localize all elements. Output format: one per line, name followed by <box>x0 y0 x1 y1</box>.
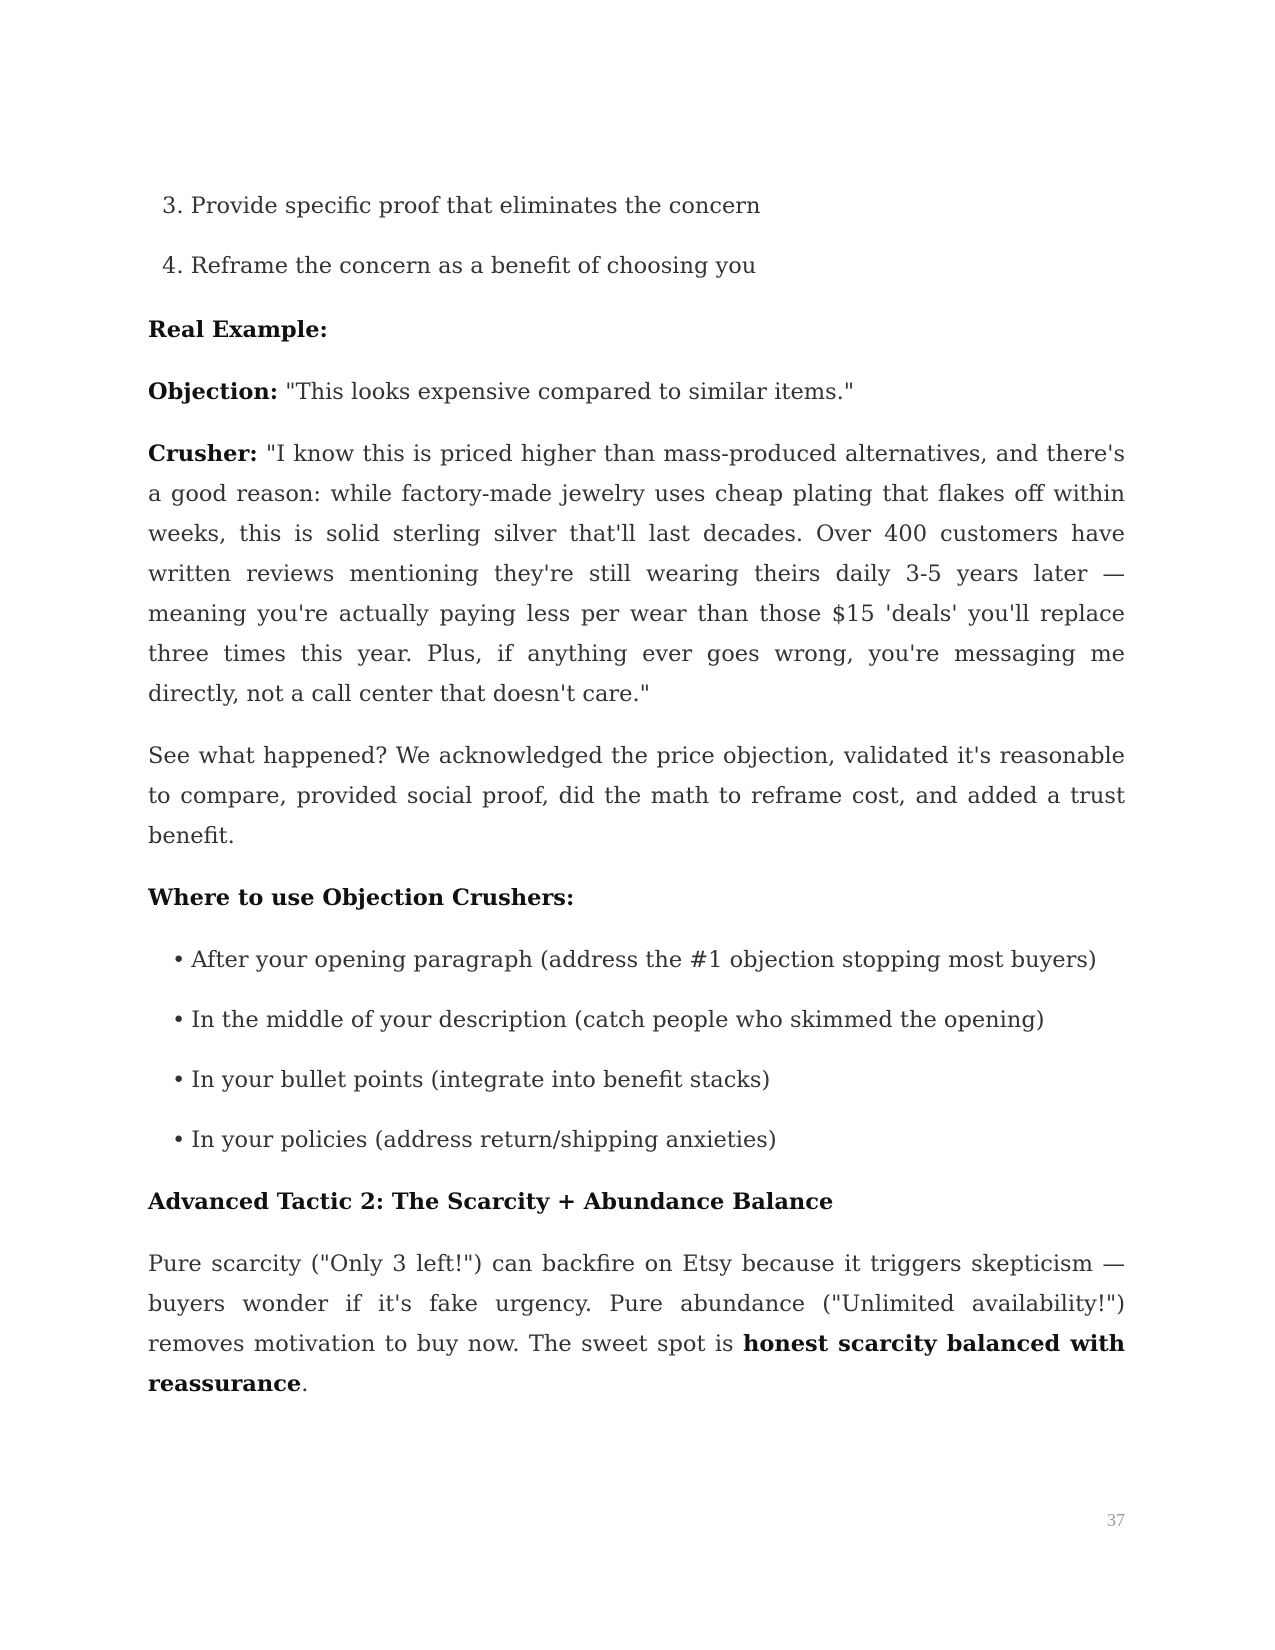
list-item <box>148 1120 1125 1160</box>
real-example-heading: Real Example: <box>148 317 328 343</box>
step-number: 3. <box>162 193 184 219</box>
list-item <box>148 1060 1125 1100</box>
crusher-text: "I know this is priced higher than mass-produced alternatives, and there's a good reason: while factory-made jewelry uses cheap plating that flakes off within weeks, this is solid sterling silver that'll last decades. Over 400 customers have written reviews mentioning they're still wearing theirs daily 3-5 years later — meaning you're actually paying less per wear than those $15 'deals' you'll replace three times this year. Plus, if anything ever goes wrong, you're messaging me directly, not a call center that doesn't care." <box>148 441 1125 707</box>
list-item <box>148 940 1125 980</box>
list-item <box>148 246 1125 286</box>
analysis-paragraph: See what happened? We acknowledged the price objection, validated it's reasonable to compare, provided social proof, did the math to reframe cost, and added a trust benefit. <box>148 743 1125 849</box>
document-page <box>148 186 1125 1426</box>
numbered-steps-list <box>148 186 1125 286</box>
objection-paragraph <box>148 372 1125 412</box>
step-text: Provide specific proof that eliminates the concern <box>190 193 761 219</box>
tactic-2-text: Pure scarcity ("Only 3 left!") can backfire on Etsy because it triggers skepticism — buyers wonder if it's fake urgency. Pure abundance ("Unlimited availability!") removes motivation to buy now. The sweet spot is <box>148 1251 1125 1357</box>
list-item-text: In your policies (address return/shipping anxieties) <box>191 1127 777 1153</box>
tactic-2-heading: Advanced Tactic 2: The Scarcity + Abundance Balance <box>148 1189 834 1215</box>
objection-label: Objection: <box>148 379 279 405</box>
list-item-text: In the middle of your description (catch people who skimmed the opening) <box>191 1007 1045 1033</box>
bullet-icon: • <box>172 947 186 973</box>
bullet-icon: • <box>172 1067 186 1093</box>
step-number: 4. <box>162 253 184 279</box>
objection-text: "This looks expensive compared to similar items." <box>278 379 855 405</box>
crusher-label: Crusher: <box>148 441 258 467</box>
tactic-2-end: . <box>301 1371 309 1397</box>
list-item <box>148 1000 1125 1040</box>
bullet-icon: • <box>172 1007 186 1033</box>
where-to-use-list <box>148 940 1125 1160</box>
list-item-text: After your opening paragraph (address the #1 objection stopping most buyers) <box>191 947 1097 973</box>
list-item <box>148 186 1125 226</box>
step-text: Reframe the concern as a benefit of choosing you <box>190 253 757 279</box>
tactic-2-paragraph <box>148 1244 1125 1404</box>
page-number: 37 <box>1107 1510 1125 1530</box>
where-to-use-heading: Where to use Objection Crushers: <box>148 885 575 911</box>
crusher-paragraph <box>148 434 1125 714</box>
bullet-icon: • <box>172 1127 186 1153</box>
list-item-text: In your bullet points (integrate into benefit stacks) <box>191 1067 771 1093</box>
tactic-2-emphasis: honest scarcity balanced with reassurance <box>148 1331 1126 1397</box>
